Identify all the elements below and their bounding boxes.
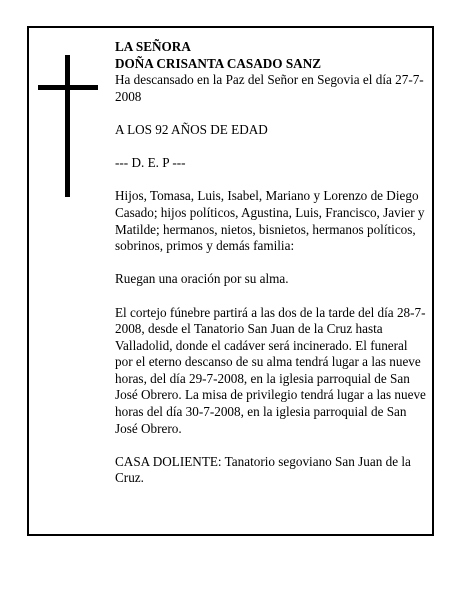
- prayer-request: Ruegan una oración por su alma.: [115, 271, 289, 287]
- mourning-house: CASA DOLIENTE: Tanatorio segoviano San Juan de la Cruz.: [115, 453, 411, 486]
- announcement: Ha descansado en la Paz del Señor en Segovia el día 27-7-2008: [115, 72, 424, 104]
- funeral-details: El cortejo fúnebre partirá a las dos de la tarde del día 28-7-2008, desde el Tanatorio San Juan de la Cruz hasta Valladolid, donde el cadáver será incinerado. El funeral por el eterno descanso de su alma tendrá lugar a las nueve horas, del día 29-7-2008, en la iglesia parroquial de San José Obrero. La misa de privilegio tendrá lugar a las nueve horas del día 30-7-2008, en la iglesia parroquial de San José Obrero.: [115, 304, 426, 436]
- obituary-text: [115, 39, 427, 487]
- deceased-name: DOÑA CRISANTA CASADO SANZ: [115, 55, 322, 71]
- family-list: Hijos, Tomasa, Luis, Isabel, Mariano y Lorenzo de Diego Casado; hijos políticos, Agustina, Luis, Francisco, Javier y Matilde; hermanos, nietos, bisnietos, hermanos políticos, sobrinos, primos y demás familia:: [115, 188, 425, 254]
- title-line-1: LA SEÑORA: [115, 39, 191, 54]
- rip-line: --- D. E. P ---: [115, 155, 186, 171]
- cross-icon-crossbar: [38, 85, 98, 90]
- cross-icon: [65, 55, 70, 197]
- age-line: A LOS 92 AÑOS DE EDAD: [115, 121, 268, 137]
